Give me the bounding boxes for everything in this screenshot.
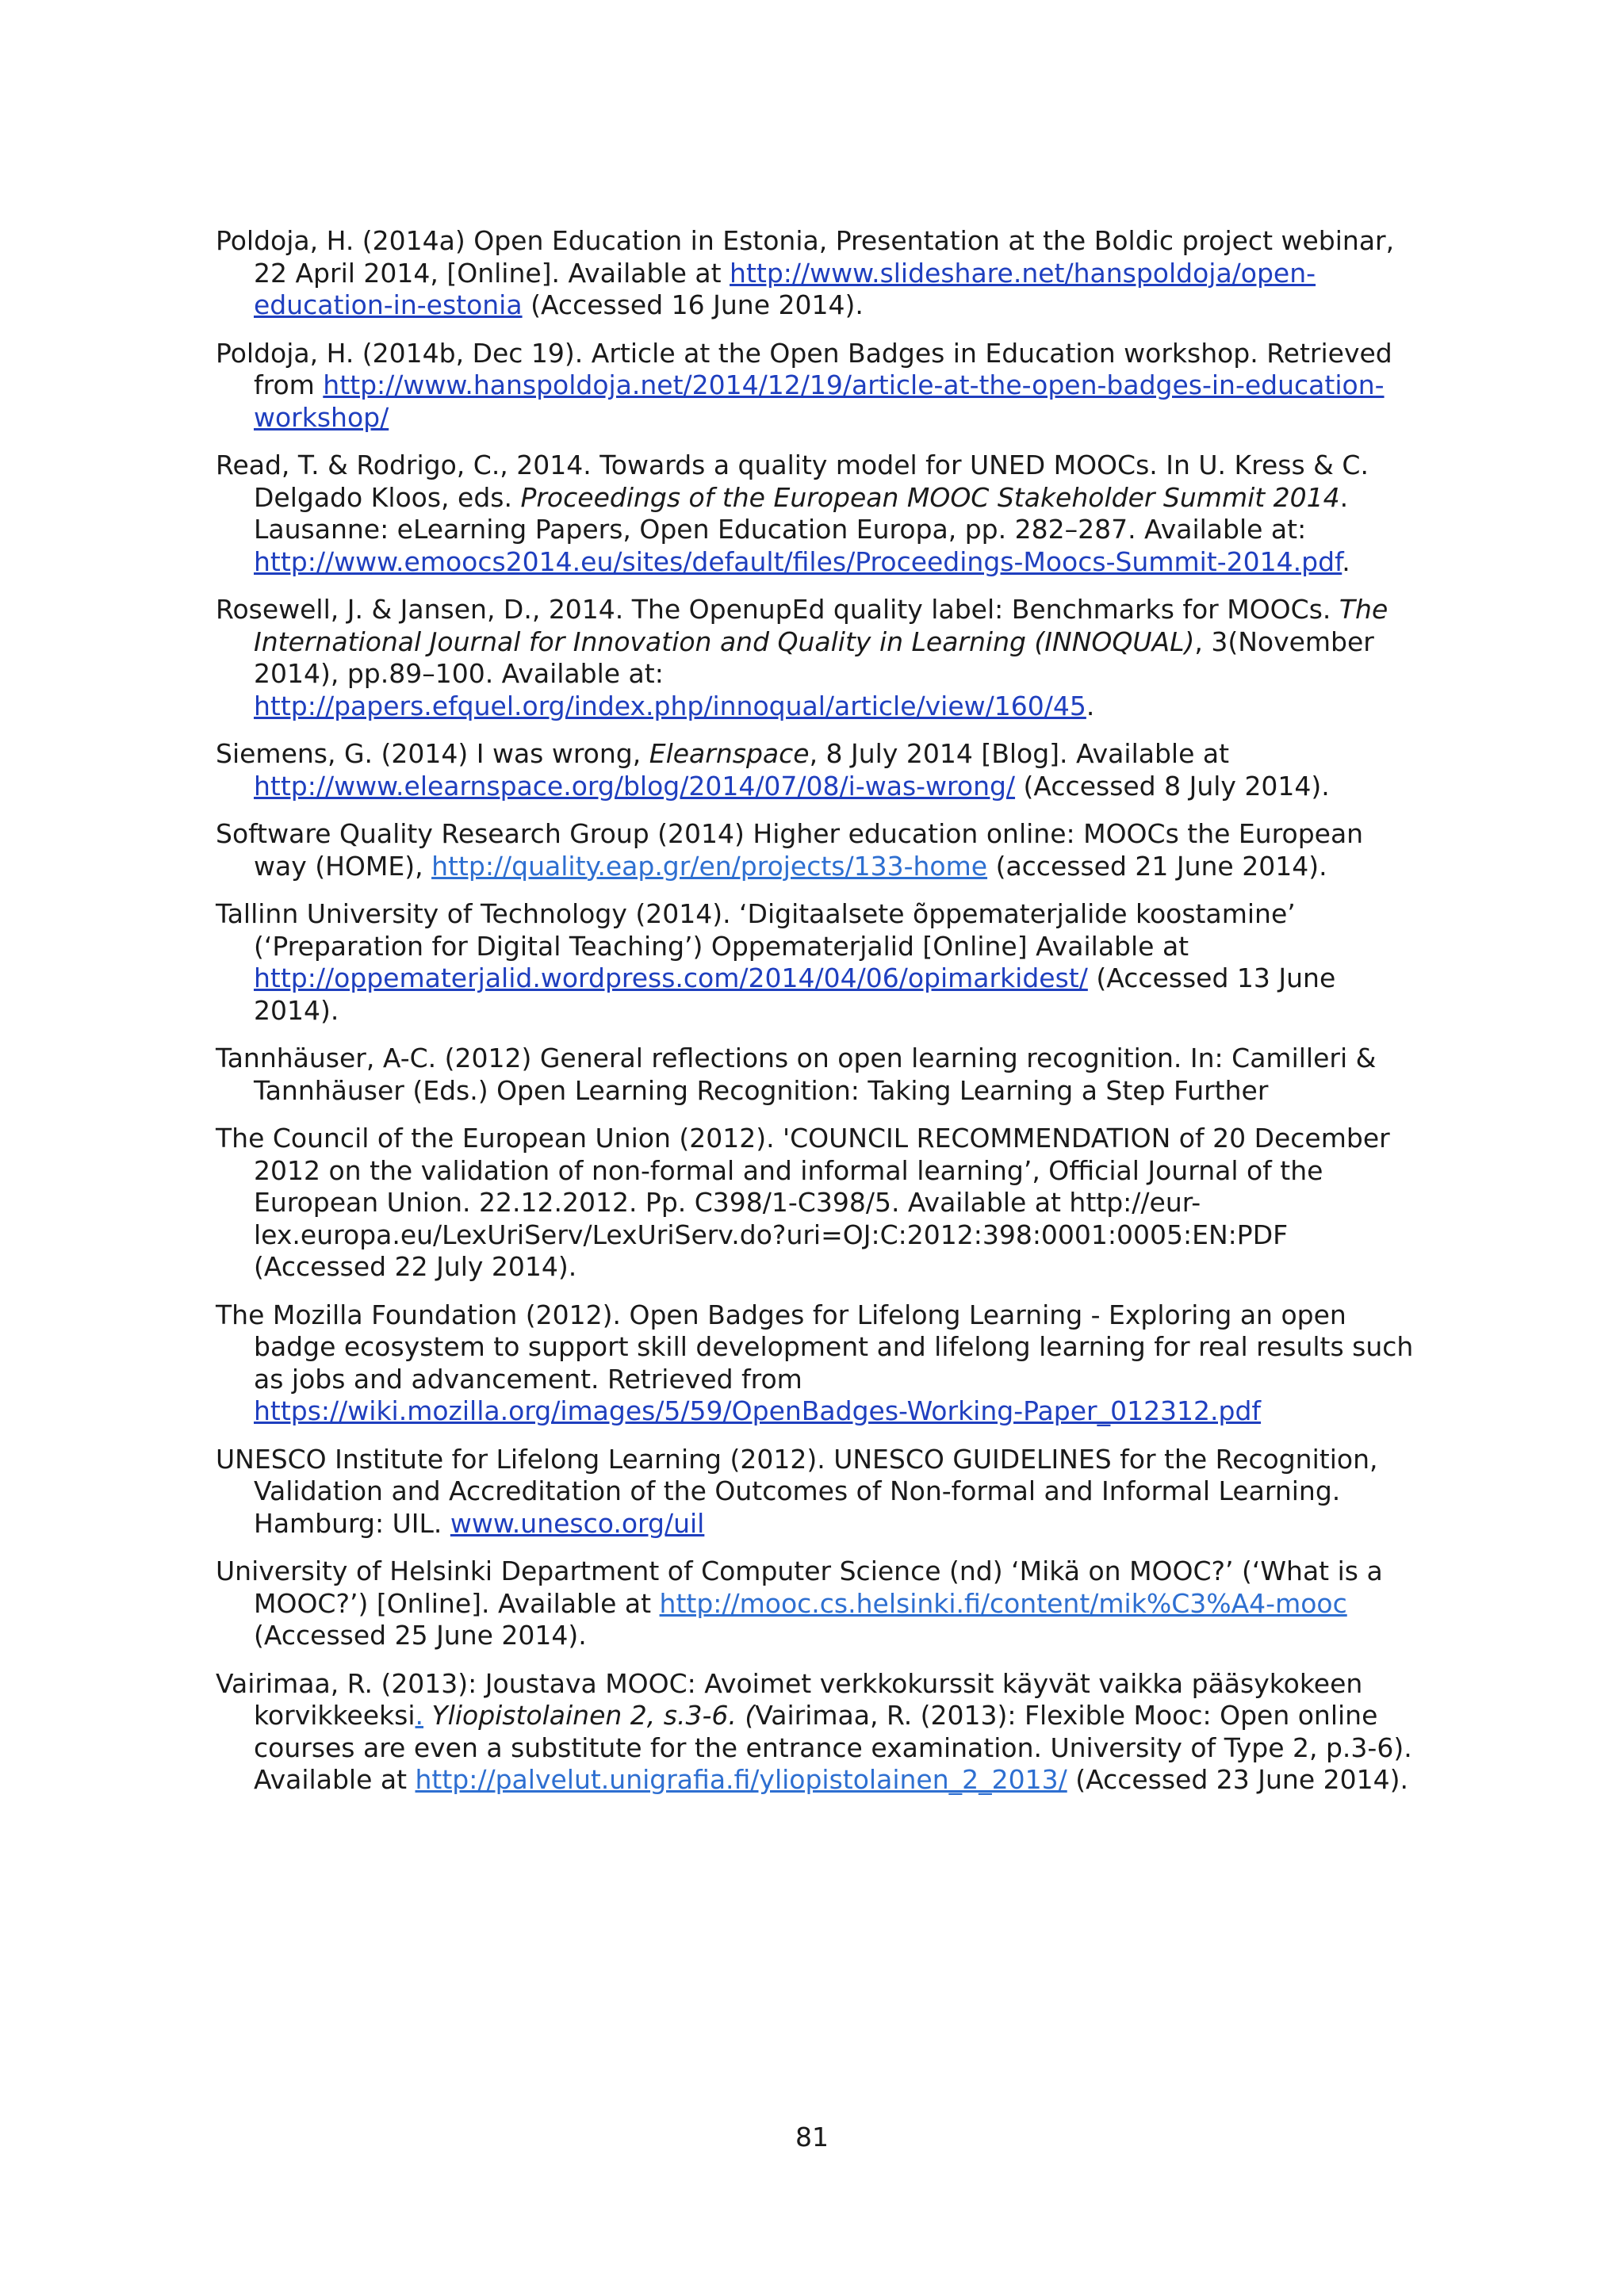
reference-text: . Lausanne: eLearning Papers, Open Education Europa, pp. 282–287. Available at: [254,481,1349,545]
reference-text: Poldoja, H. (2014b, Dec 19). Article at the Open Badges in Education workshop. Retrieved from [216,337,1392,400]
reference-text: Poldoja, H. (2014a) Open Education in Estonia, Presentation at the Boldic project webinar, 22 April 2014, [Online]. Available at [216,225,1395,289]
reference-text: Read, T. & Rodrigo, C., 2014. Towards a quality model for UNED MOOCs. In U. Kress & C. Delgado Kloos, eds. [216,450,1369,513]
reference-vairimaa-2013 [216,1668,1421,1797]
reference-text: Tannhäuser, A-C. (2012) General reflections on open learning recognition. In: Camilleri & Tannhäuser (Eds.) Open Learning Recognition: Taking Learning a Step Further [216,1043,1377,1106]
reference-link[interactable]: http://www.emoocs2014.eu/sites/default/files/Proceedings-Moocs-Summit-2014.pdf [254,545,1342,577]
reference-title-italic: The International Journal for Innovation and Quality in Learning (INNOQUAL) [254,594,1388,657]
reference-software-quality-2014 [216,818,1421,882]
page-number: 81 [795,2122,829,2152]
reference-link[interactable]: https://wiki.mozilla.org/images/5/59/OpenBadges-Working-Paper_012312.pdf [254,1395,1262,1426]
reference-text: (Accessed 25 June 2014). [254,1620,587,1651]
reference-link[interactable]: http://www.hanspoldoja.net/2014/12/19/article-at-the-open-badges-in-education-workshop/ [254,369,1385,433]
reference-text: University of Helsinki Department of Computer Science (nd) ‘Mikä on MOOC?’ (‘What is a MOOC?’) [Online]. Available at [216,1556,1383,1619]
reference-text: UNESCO Institute for Lifelong Learning (2012). UNESCO GUIDELINES for the Recognition, Validation and Accreditation of the Outcomes of Non-formal and Informal Learning. Hamburg: UIL. [216,1443,1378,1539]
reference-text: Vairimaa, R. (2013): Flexible Mooc: Open online courses are even a substitute for the entrance examination. University of Type 2, p.3-6). Available at [254,1700,1412,1795]
reference-title-italic: Elearnspace [649,738,810,769]
reference-text: Rosewell, J. & Jansen, D., 2014. The OpenupEd quality label: Benchmarks for MOOCs. [216,594,1339,625]
reference-text: , 3(November 2014), pp.89–100. Available at: [254,626,1374,689]
reference-poldoja-2014a [216,225,1421,322]
reference-helsinki-nd [216,1556,1421,1652]
reference-link[interactable]: http://quality.eap.gr/en/projects/133-home [431,850,988,882]
reference-text: (accessed 21 June 2014). [987,850,1327,882]
reference-list [216,225,1421,1812]
reference-text: (Accessed 13 June 2014). [254,962,1336,1026]
reference-mozilla-2012 [216,1299,1421,1428]
reference-link[interactable]: http://mooc.cs.helsinki.fi/content/mik%C3%A4-mooc [659,1587,1347,1619]
reference-text: (Accessed 16 June 2014). [522,289,864,320]
reference-link[interactable]: http://www.elearnspace.org/blog/2014/07/08/i-was-wrong/ [254,770,1016,802]
reference-link[interactable]: www.unesco.org/uil [450,1507,705,1539]
reference-title-italic: Proceedings of the European MOOC Stakeholder Summit 2014 [520,481,1340,513]
reference-tannhauser-2012 [216,1043,1421,1107]
reference-link[interactable]: http://oppematerjalid.wordpress.com/2014/04/06/opimarkidest/ [254,962,1088,993]
reference-tallinn-2014 [216,898,1421,1027]
reference-read-rodrigo-2014 [216,450,1421,578]
reference-link-dot[interactable]: . [415,1700,424,1731]
reference-rosewell-jansen-2014 [216,594,1421,722]
reference-link[interactable]: http://palvelut.unigrafia.fi/yliopistolainen_2_2013/ [415,1764,1067,1795]
reference-text: . [1342,545,1350,577]
reference-poldoja-2014b [216,338,1421,434]
reference-text: Siemens, G. (2014) I was wrong, [216,738,649,769]
reference-text: Software Quality Research Group (2014) Higher education online: MOOCs the European way (HOME), [216,818,1364,882]
reference-title-italic: Yliopistolainen 2, s.3-6. ( [423,1700,756,1731]
reference-text: The Council of the European Union (2012). 'COUNCIL RECOMMENDATION of 20 December 2012 on the validation of non-formal and informal learning’, Official Journal of the European Union. 22.12.2012. Pp. C398/1-C398/5. Available at http://eur-lex.europa.eu/LexUriServ/LexUriServ.do?uri=OJ:C:2012:398:0001:0005:EN:PDF (Accessed 22 July 2014). [216,1123,1390,1282]
reference-text: Vairimaa, R. (2013): Joustava MOOC: Avoimet verkkokurssit käyvät vaikka pääsykokeen korvikkeeksi [216,1667,1363,1731]
reference-council-eu-2012 [216,1123,1421,1284]
reference-siemens-2014 [216,738,1421,802]
reference-unesco-2012 [216,1444,1421,1540]
reference-text: Tallinn University of Technology (2014). ‘Digitaalsete õppematerjalide koostamine’ (‘Preparation for Digital Teaching’) Oppematerjalid [Online] Available at [216,898,1296,962]
reference-link[interactable]: http://www.slideshare.net/hanspoldoja/open-education-in-estonia [254,257,1316,320]
reference-text: The Mozilla Foundation (2012). Open Badges for Lifelong Learning - Exploring an open badge ecosystem to support skill development and lifelong learning for real results such as jobs and advancement. Retrieved from [216,1299,1414,1395]
reference-text: (Accessed 8 July 2014). [1015,770,1330,802]
reference-text: , 8 July 2014 [Blog]. Available at [809,738,1230,769]
reference-text: . [1086,690,1095,721]
reference-text: (Accessed 23 June 2014). [1067,1764,1408,1795]
reference-link[interactable]: http://papers.efquel.org/index.php/innoqual/article/view/160/45 [254,690,1086,721]
